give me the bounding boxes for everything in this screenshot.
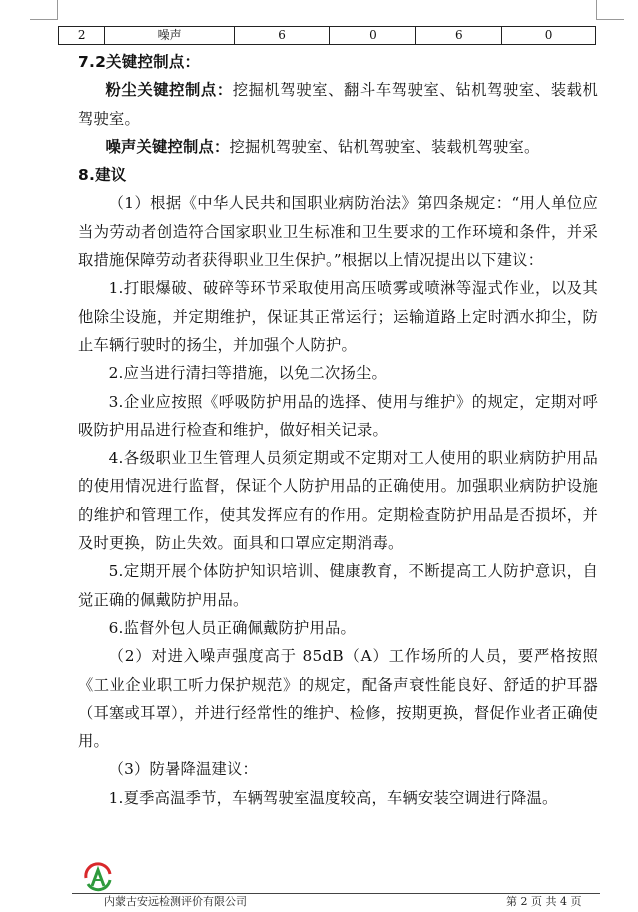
dust-key-points [78, 76, 598, 133]
advice-item-4: 4.各级职业卫生管理人员须定期或不定期对工人使用的职业病防护用品的使用情况进行监督，保证个人防护用品的正确使用。加强职业病防护设施的维护和管理工作，使其发挥应有的作用。定期检查防护用品是否损坏，并及时更换，防止失效。面具和口罩应定期消毒。 [78, 449, 598, 553]
dust-key-points-label: 粉尘关键控制点： [105, 81, 233, 100]
company-logo-icon [82, 862, 114, 892]
crop-mark-top-right-h [597, 19, 624, 20]
crop-mark-top-right-v [596, 0, 597, 20]
footer-company-name: 内蒙古安远检测评价有限公司 [104, 895, 247, 908]
footer-page-number: 第 2 页 共 4 页 [506, 895, 582, 908]
paragraph-1: （1）根据《中华人民共和国职业病防治法》第四条规定：“用人单位应当为劳动者创造符合国家职业卫生标准和卫生要求的工作环境和条件，并采取措施保障劳动者获得职业卫生保护。”根据以上情况提出以下建议： [78, 194, 598, 270]
table-cell-index: 2 [59, 27, 105, 45]
advice-item-5: 5.定期开展个体防护知识培训、健康教育，不断提高工人防护意识，自觉正确的佩戴防护用品。 [78, 562, 598, 609]
crop-mark-top-left-v [57, 0, 58, 20]
document-body [78, 48, 598, 812]
advice-heading: 8.建议 [78, 166, 127, 185]
paragraph-2: （2）对进入噪声强度高于 85dB（A）工作场所的人员，要严格按照《工业企业职工听力保护规范》的规定，配备声衰性能良好、舒适的护耳器（耳塞或耳罩），并进行经常性的维护、检修，按期更换，督促作业者正确使用。 [78, 647, 598, 751]
paragraph-3: （3）防暑降温建议： [108, 760, 258, 779]
table-cell-value-3: 6 [416, 27, 502, 45]
key-points-heading: 7.2关键控制点： [78, 53, 201, 71]
noise-key-points-label: 噪声关键控制点： [105, 137, 230, 156]
noise-key-points [78, 133, 598, 161]
table-row [59, 27, 596, 45]
crop-mark-top-left-h [30, 19, 57, 20]
table-cell-value-1: 6 [234, 27, 330, 45]
results-table [58, 26, 596, 45]
advice-item-6: 6.监督外包人员正确佩戴防护用品。 [108, 618, 357, 637]
advice-item-2: 2.应当进行清扫等措施，以免二次扬尘。 [108, 364, 388, 383]
dust-key-points-text: 挖掘机驾驶室、翻斗车驾驶室、钻机驾驶室、装载机驾驶室。 [78, 81, 598, 128]
advice-item-3: 3.企业应按照《呼吸防护用品的选择、使用与维护》的规定，定期对呼吸防护用品进行检查和维护，做好相关记录。 [78, 392, 598, 439]
table-cell-name: 噪声 [105, 27, 234, 45]
advice-item-1: 1.打眼爆破、破碎等环节采取使用高压喷雾或喷淋等湿式作业，以及其他除尘设施，并定期维护，保证其正常运行；运输道路上定时洒水抑尘，防止车辆行驶时的扬尘，并加强个人防护。 [78, 279, 598, 354]
noise-key-points-text: 挖掘机驾驶室、钻机驾驶室、装载机驾驶室。 [229, 137, 540, 156]
table-cell-value-2: 0 [330, 27, 416, 45]
table-cell-value-4: 0 [502, 27, 596, 45]
advice-item-7: 1.夏季高温季节，车辆驾驶室温度较高，车辆安装空调进行降温。 [108, 788, 558, 807]
